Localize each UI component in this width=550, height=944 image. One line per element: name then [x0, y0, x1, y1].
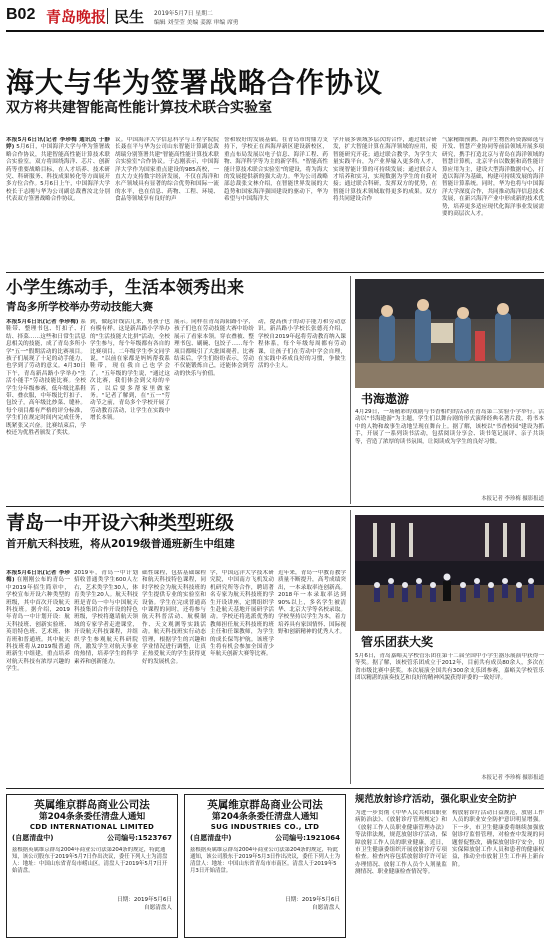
band-title: 管乐团获大奖 — [361, 635, 434, 649]
ad-sug-subtitle: 第204条条委任清盘人通知 — [211, 812, 319, 822]
radiation-col-1: 为进一步贯彻《中华人民共和国职业病防治法》、《放射诊疗管理规定》和《放射工作人员职业健康管理办法》等法律法规，规范放射诊疗活动，保障放射工作人员的职业健康，近日，市卫生健康委组织开展放射诊疗专项检查。检查内容包括放射诊疗许可证办理情况、放射工作人员个人剂量监测情况、职业健康检查情况等。 — [355, 810, 447, 876]
ad-sug-title: 英属维京群岛商业公司法 — [207, 799, 323, 811]
lead-byline: 本报5月6日讯(记者 李珍梅 通讯员 于静婷) — [6, 137, 110, 151]
lead-col-4: 学开展多领域多层次的合作，通过联合研发，扩大智能计算在海洋领域的应用，使智能研究开花；通过联合教学，为学生大量实践平台，为产业界输入更多的人才，实现智能计算的可持续发展；通过联合人才培养和实习，实现数据为学生的自我对接；通过联合科研，发挥双方的优势，在智能计算技术领域取得更多的成果。双方将共同建设合作 — [333, 137, 437, 203]
lead-col-2: 议。中国海洋大学信息科学与工程学院院长聂在平与华为公司山东智能计算副总裁胡瑞分别签署共建"智能高性能计算技术联合实验室"合作协议。于志刚表示，中国海洋大学作为国家重点建设的985高校，一直大力支持数字经济发展，不仅在海洋和水产领域具有显著的综合优势和国际一流的水平，也在信息、药物、工程、环境、食品等领域享有良好的声 — [115, 137, 219, 203]
ad-cdd-company: CDD INTERNATIONAL LIMITED — [29, 823, 155, 831]
lead-col-3: 誉和较好的发展基础。在青岛市的鼎力支持下，学校正在西海岸新区建设新校区，重点布局发展以电子信息、海洋工程、药物、海洋科学等为主的新学科。"智能高性能计算技术联合实验室"的建设，将为海大的发展提供新的强大动力。华为公司战略部总裁张文林介绍，在智能世界发展的大趋势和国家海洋强国建设的驱动下，华为希望与中国海洋大 — [224, 137, 328, 203]
ad-cdd-signer: 自愿清盘人 — [144, 904, 172, 911]
labor-col-2: 到，做起针线活儿来，男孩子也有模有样。这是新昌路小学举办的"生活技能大比拼"活动，全校学生参与，每个年级都有各自的比赛项目。二年级学生李文同学说，"以前在家都是妈妈帮我系鞋带，现在我自己也学会了。"五年级的学生说，"通过这次比赛，我们体会到父母的辛苦，以后要多帮家里做家务。"记者了解到，在"五一"劳动节之前，青岛多个学校开展了劳动教育活动，让学生在实践中增长本领。 — [90, 319, 170, 422]
issue-date: 2019年5月7日 星期二 — [154, 11, 213, 17]
editor-credits: 编辑 刘莹莹 美编 姜源 审编 席勇 — [154, 20, 239, 26]
drama-photo — [355, 279, 544, 388]
lead-text-1: 5月6日，中国海洋大学与华为签署战略合作协议，共建智能高性能计算技术联合实验室。双方将围绕海洋、芯片、创新药等重要战略目标，在人才培养、技术研究、科研服务、科技成果转化等方面展开多方位合作。5月6日上午，中国海洋大学校长于志刚与华为公司副总裁曹汝北分别代表双方签署战略合作协议。 — [6, 144, 110, 203]
lead-col-5: 气象精细预测、海洋生物医药资源筛选与开发、智慧产业协同等前沿领域开展多项研究，携手打造北京与青岛在海洋领域的智慧计算机，北京平台以数据和高性能计算应用为主，建设大型海洋数据中心，打造以海洋为基础，构建可持续发展的海洋智能计算系统。同时，华为也将与中国海洋大学深度合作，共同推动海洋信息技术发展，在新兴海洋产业中形成新的技术优势，培养更多适应现代化海洋事业发展需要的高层次人才。 — [442, 137, 544, 218]
tech-photo-divider — [350, 510, 351, 784]
lead-col-1 — [6, 137, 110, 267]
ad-sug-company: SUG INDUSTRIES CO., LTD — [210, 823, 320, 831]
tech-subheadline: 首开航天科技班，将从2019级普通班新生中组建 — [6, 538, 235, 550]
band-caption: 5月6日，青岛嘉峪关学校管乐团在第十二届全国中小学生器乐展演中获得一等奖。据了解，该校管乐团成立于2012年，目前共有成员80余人，多次在省市级比赛中获奖。本次展演全国共有300余支乐团参赛，嘉峪关学校管乐团以精湛的演奏技艺和良好的精神风貌获得评委的一致好评。 — [355, 653, 544, 682]
labor-col-1 — [6, 319, 86, 501]
masthead-rule — [6, 30, 544, 32]
ad-cdd-date: 日期：2019年5月6日 — [117, 897, 172, 903]
tech-col-4: 学，中国远洋大学技术研究院，中国南方飞机发动机研究所等合作，聘请著名专家为航天科技班的学生开设讲座，定期组织学生赴航天基地开展研学活动。学校还将选派优秀的教师担任航天科技班的班主任和任课教师，为学生的成长保驾护航。该班学生将有机会参加全国青少年航天创新大赛等比赛。 — [210, 570, 274, 658]
labor-col-3: 展示。同样在青岛海阳路小学，孩子们也在劳动技能大赛中纷纷展示了看家本领。穿衣叠被、整理书包、刷碗、包饺子……每个项目都吸引了大批围观者。比赛结束后，学生们纷纷表示，劳动不仅能锻炼自己，还能体会到劳动的快乐与价值。 — [174, 319, 254, 377]
drama-stage-image — [355, 279, 544, 388]
ad-sug-signer: 自愿清盘人 — [312, 904, 340, 911]
ad-cdd-code: 公司编号:1523767 — [107, 834, 172, 842]
mid-rule — [6, 506, 544, 507]
ad-sug-date: 日期：2019年5月6日 — [285, 897, 340, 903]
lead-headline: 海大与华为签署战略合作协议 — [6, 66, 384, 99]
ad-cdd-status: (自愿清盘中) — [12, 834, 54, 842]
tech-col-1 — [6, 570, 70, 752]
drama-caption: 4月29日，一场精彩的戏剧与书香相约的活动在青岛第二实验小学举行。活动以"书海遨游"为主题，学生们以舞台剧的形式演绎经典名著片段，将书本中的人物和故事生动地呈现在舞台上。据了解，该校以"书香校园"建设为抓手，开展了一系列读书活动，包括阅读分享会、读书笔记展评、亲子共读等，营造了浓厚的读书氛围，让阅读成为学生的良好习惯。 — [355, 409, 544, 445]
ad-sug-code: 公司编号:1921064 — [275, 834, 340, 842]
tech-byline: 本报5月6日讯(记者 李珍梅) — [6, 570, 70, 584]
radiation-headline: 规范放射诊疗活动，强化职业安全防护 — [355, 794, 517, 805]
tech-col-5: 近年来，青岛一中教育教学质量不断提升，高考成绩突出，一本录取率连创新高。2018年一本录取率达到90%以上，多名学生被清华、北京大学等名校录取。学校坚持以学生为本，着力培养具有家国情怀、国际视野和创新精神的优秀人才。 — [278, 570, 346, 636]
drama-credit: 本报记者 李珍梅 摄影报道 — [481, 496, 544, 502]
labor-byline: 本报5月6日讯(记者 李珍梅) — [6, 319, 79, 325]
ad-cdd-meta — [12, 832, 172, 843]
labor-subheadline: 青岛多所学校举办劳动技能大赛 — [6, 301, 153, 313]
labor-headline: 小学生练动手，生活本领秀出来 — [6, 278, 244, 298]
tech-col-3: 础性课程，包括基础课程和航天科技特色课程，同时学校会为航天科技班的学生提供专业的实验室和设备。学生在完成普通高中课程的同时，还将参与航天科普活动、航模制作、天文观测等实践活动。航天科技班实行动态管理，根据学生的兴趣和学业情况进行调整，让真正热爱航天的学生获得更好的发展机会。 — [142, 570, 206, 665]
ad-cdd-subtitle: 第204条条委任清盘人通知 — [38, 812, 146, 822]
ad-sug-body: 兹根据英属维京群岛2004年商业公司法第204条的规定，特此通知，该公司股东于2019年5月3日作出决议，委任下列人士为清盘人：地址：中国山东省青岛市市南区。清盘人于2019年5月3日开始清盘。 — [190, 847, 340, 874]
drama-title: 书海遨游 — [361, 392, 410, 406]
band-photo — [355, 515, 544, 631]
tech-text-1: 在刚刚公布的青岛一中2019年招生简章中，学校宣布开设六种类型的班级，其中首次开设航天科技班。据介绍，2019年青岛一中计划开设：航天科技班、创新实验班、英语特色班、艺术班、体育班和普通班。其中航天科技班将从2019级普通班新生中组建，重点培养对航天科技有浓厚兴趣的学生。 — [6, 577, 70, 673]
band-credit: 本报记者 李珍梅 摄影报道 — [481, 775, 544, 781]
section-name: 民生 — [114, 8, 145, 26]
radiation-col-2: 构放射诊疗活动日益规范，放射工作人员的职业安全防护意识明显增强。下一步，市卫生健康委将继续加强放射诊疗监督管理，对检查中发现的问题督促整改，确保放射诊疗安全，切实保障放射工作人员和患者的健康权益，推动全市放射卫生工作再上新台阶。 — [452, 810, 544, 868]
lead-bottom-rule — [6, 272, 544, 273]
ad-sug-notice — [184, 794, 346, 938]
ad-cdd-body: 兹根据英属维京群岛2004年商业公司法第204条的规定，特此通知，该公司股东于2019年5月7日作出决议，委任下列人士为清盘人：地址：中国山东省青岛市崂山区。清盘人于2019年5月7日开始清盘。 — [12, 847, 168, 874]
ad-sug-status: (自愿清盘中) — [190, 834, 232, 842]
paper-logo: 青岛晚报 — [46, 8, 107, 26]
labor-col-4: 动，提高孩子的动手能力和劳动意识。新昌路小学校长张德亮介绍，学校自2019年起将劳动教育纳入课程体系，每个年级每周都有劳动课，让孩子们在劳动中学会自理，在实践中养成良好的习惯，争做生活的小主人。 — [258, 319, 346, 370]
labor-text-1: 系鞋带、整理书包、钉扣子、打结、择菜……这些和日常生活息息相关的技能，成了青岛多所小学"五一"假期活动的比赛项目。孩子们展现了十足的动手能力，也学到了劳动的意义。4月30日下午，青岛新昌路小学举办"生活小能手"劳动技能比赛。全校学生分年级参赛，低年级比系鞋带、叠衣服，中年级比钉扣子、包饺子，高年级比炒菜、缝补。每个项目都有严格的评分标准，学生们在规定时间内完成任务，既紧张又兴奋。比赛结束后，学校还为优胜者颁发了奖状。 — [6, 319, 86, 437]
labor-photo-divider — [350, 276, 351, 504]
tech-headline: 青岛一中开设六种类型班级 — [6, 512, 235, 534]
lower-rule — [6, 788, 544, 789]
section-divider — [107, 8, 108, 24]
ad-cdd-notice — [6, 794, 178, 938]
band-concert-image — [355, 515, 544, 631]
ad-cdd-title: 英属维京群岛商业公司法 — [34, 799, 150, 811]
page-number: B02 — [6, 6, 36, 23]
ad-sug-meta — [190, 832, 340, 843]
tech-col-2: 2019年，青岛一中计划招收普通类学生600人左右，艺术类学生30人，体育类学生20人。航天科技班是青岛一中与中国航天科技集团合作开设的特色班级，学校将邀请航天领域的专家学者走进课堂，开设航天科技课程，并组织学生参观航天科研院所，激发学生对航天事业的热情，培养学生的科学素养和创新能力。 — [74, 570, 138, 665]
lead-subheadline: 双方将共建智能高性能计算技术联合实验室 — [6, 100, 272, 116]
